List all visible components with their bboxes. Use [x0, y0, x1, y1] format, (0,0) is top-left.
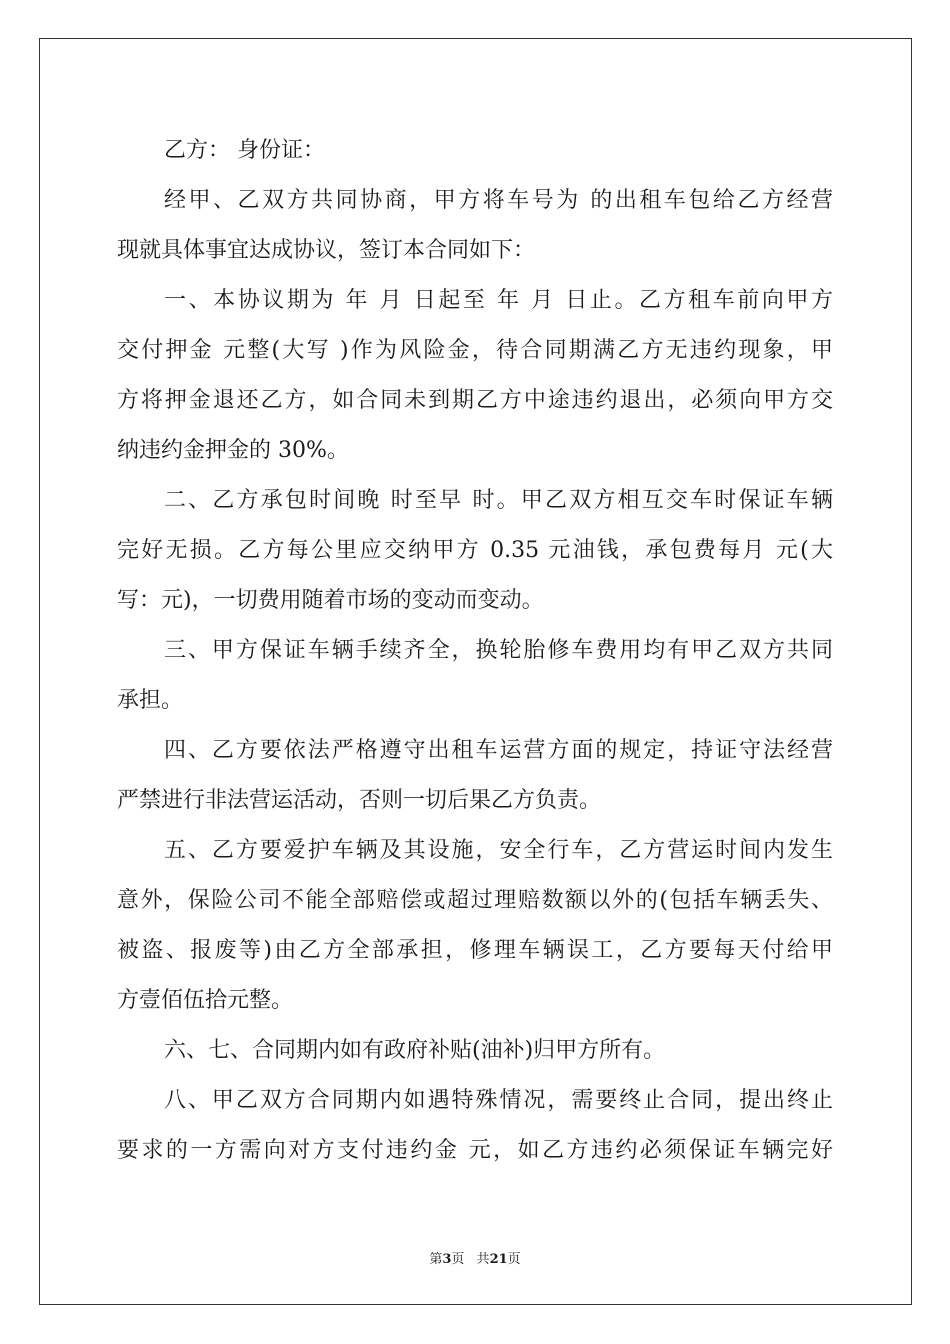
text-line: 五、乙方要爱护车辆及其设施，安全行车，乙方营运时间内发生	[164, 838, 833, 863]
text-line: 交付押金 元整(大写 )作为风险金，待合同期满乙方无违约现象，甲	[117, 338, 833, 363]
text-line: 严禁进行非法营运活动，否则一切后果乙方负责。	[117, 788, 602, 813]
page-unit: 页	[451, 1252, 465, 1267]
text-line: 三、甲方保证车辆手续齐全，换轮胎修车费用均有甲乙双方共同	[164, 638, 833, 663]
text-line: 承担。	[117, 688, 184, 713]
page-footer	[0, 1248, 950, 1267]
total-pages: 21	[489, 1252, 508, 1267]
text-line: 一、本协议期为 年 月 日起至 年 月 日止。乙方租车前向甲方	[164, 288, 833, 313]
text-line: 纳违约金押金的 30%。	[117, 438, 349, 463]
page-indicator	[429, 1252, 464, 1267]
total-indicator	[477, 1252, 521, 1267]
text-line: 八、甲乙双方合同期内如遇特殊情况，需要终止合同，提出终止	[164, 1088, 833, 1113]
total-prefix: 共	[476, 1252, 490, 1267]
text-line: 经甲、乙双方共同协商，甲方将车号为 的出租车包给乙方经营	[164, 188, 833, 213]
text-line: 要求的一方需向对方支付违约金 元，如乙方违约必须保证车辆完好	[117, 1138, 833, 1163]
text-line: 方将押金退还乙方，如合同未到期乙方中途违约退出，必须向甲方交	[117, 388, 833, 413]
text-line: 方壹佰伍拾元整。	[117, 988, 294, 1013]
text-line: 乙方： 身份证：	[164, 138, 325, 163]
text-line: 完好无损。乙方每公里应交纳甲方 0.35 元油钱，承包费每月 元(大	[117, 538, 833, 563]
page-prefix: 第	[429, 1252, 443, 1267]
text-line: 六、七、合同期内如有政府补贴(油补)归甲方所有。	[164, 1038, 666, 1063]
total-unit: 页	[507, 1252, 521, 1267]
text-line: 四、乙方要依法严格遵守出租车运营方面的规定，持证守法经营	[164, 738, 833, 763]
text-line: 二、乙方承包时间晚 时至早 时。甲乙双方相互交车时保证车辆	[164, 488, 833, 513]
text-line: 意外，保险公司不能全部赔偿或超过理赔数额以外的(包括车辆丢失、	[117, 888, 833, 913]
text-line: 现就具体事宜达成协议，签订本合同如下：	[117, 238, 536, 263]
page-number: 3	[442, 1252, 452, 1267]
text-line: 写：元)，一切费用随着市场的变动而变动。	[117, 588, 544, 613]
document-body	[117, 126, 833, 1176]
text-line: 被盗、报废等)由乙方全部承担，修理车辆误工，乙方要每天付给甲	[117, 938, 833, 963]
